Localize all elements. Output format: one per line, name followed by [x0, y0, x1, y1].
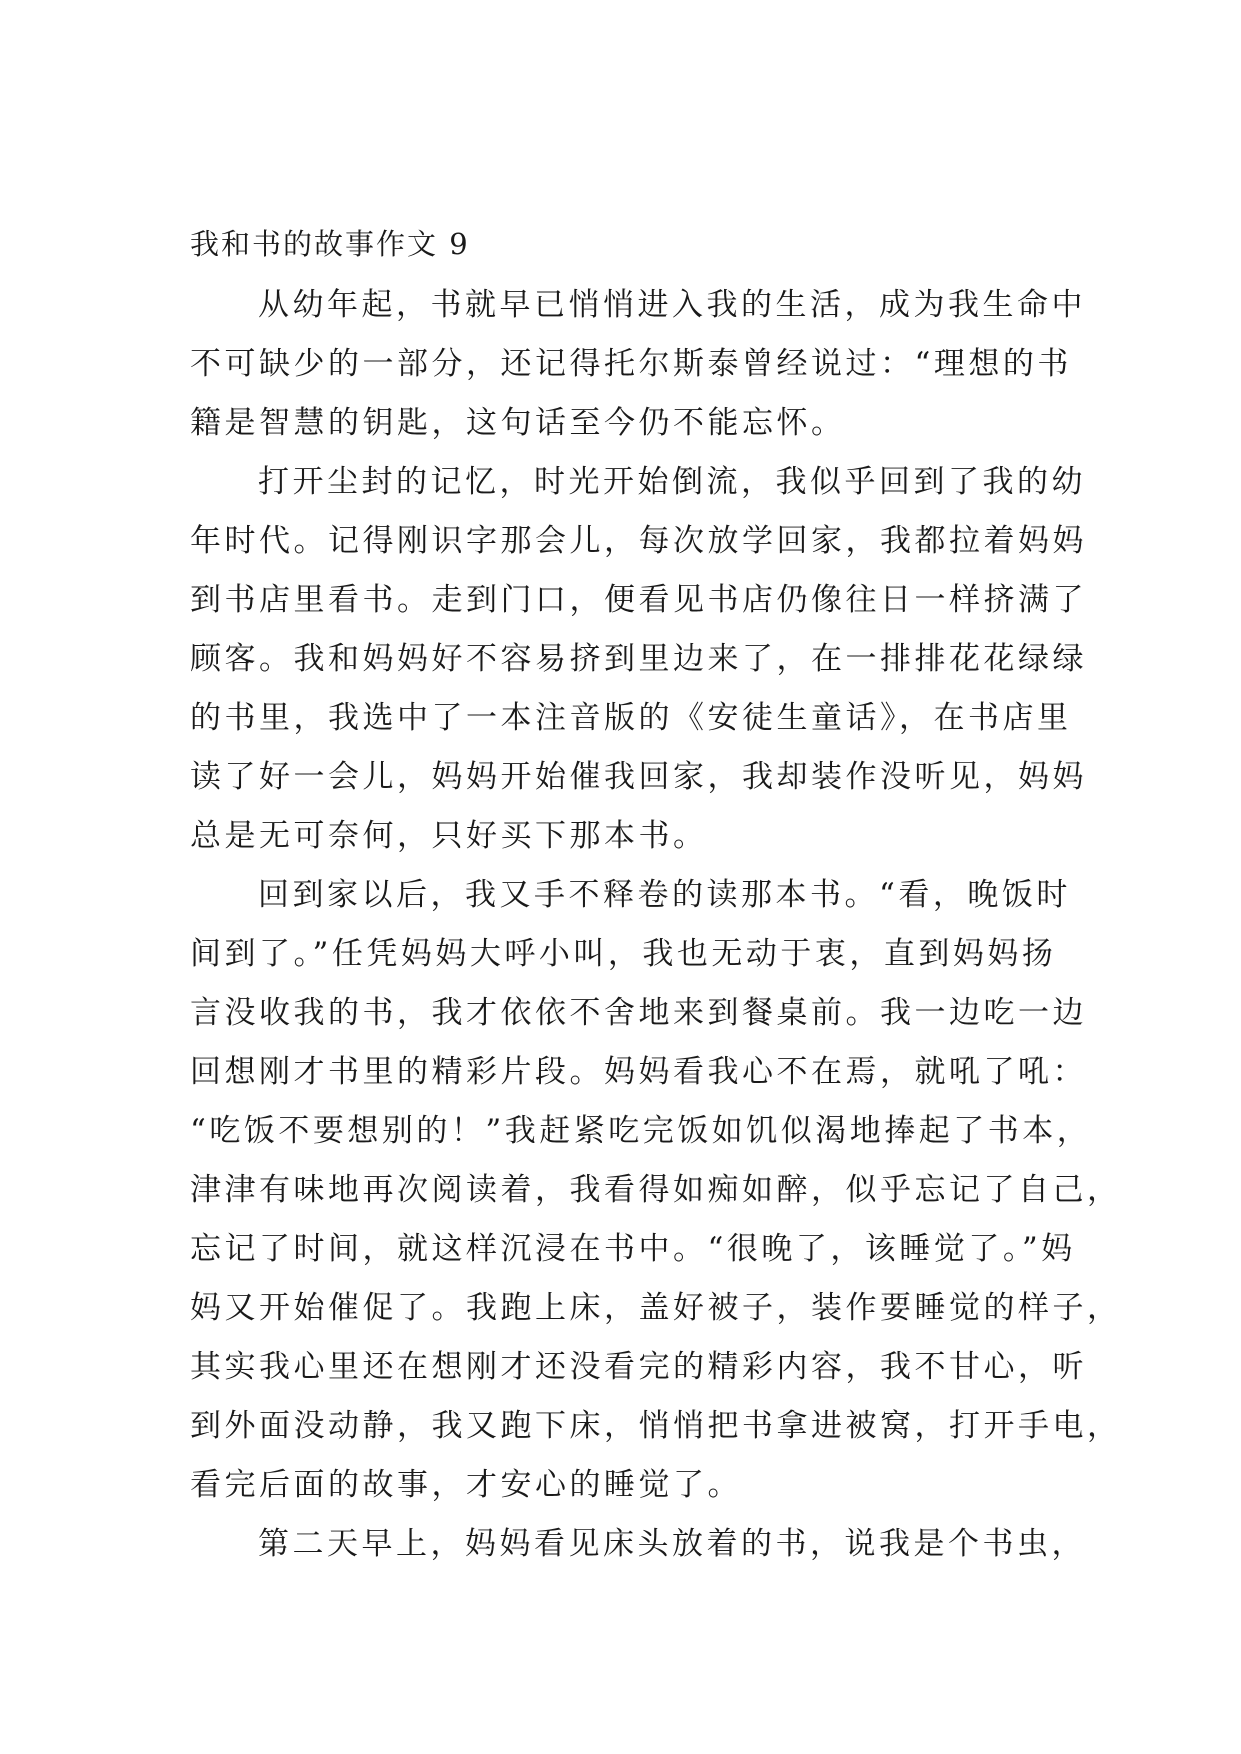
paragraph-3-line-8: 妈又开始催促了。我跑上床，盖好被子，装作要睡觉的样子， — [190, 1290, 1122, 1326]
paragraph-2-line-7: 总是无可奈何，只好买下那本书。 — [190, 818, 708, 854]
paragraph-2-line-2: 年时代。记得刚识字那会儿，每次放学回家，我都拉着妈妈 — [190, 523, 1087, 559]
paragraph-3-line-11: 看完后面的故事，才安心的睡觉了。 — [190, 1467, 742, 1503]
paragraph-3-line-9: 其实我心里还在想刚才还没看完的精彩内容，我不甘心，听 — [190, 1349, 1087, 1385]
document-title: 我和书的故事作文 9 — [190, 227, 470, 261]
paragraph-1-line-1: 从幼年起，书就早已悄悄进入我的生活，成为我生命中 — [258, 287, 1086, 323]
paragraph-3-line-3: 言没收我的书，我才依依不舍地来到餐桌前。我一边吃一边 — [190, 995, 1087, 1031]
document-body — [190, 276, 1122, 1574]
paragraph-2-line-5: 的书里，我选中了一本注音版的《安徒生童话》，在书店里 — [190, 700, 1072, 736]
paragraph-2-line-1: 打开尘封的记忆，时光开始倒流，我似乎回到了我的幼 — [258, 464, 1086, 500]
paragraph-3-line-2: 间到了。”任凭妈妈大呼小叫，我也无动于衷，直到妈妈扬 — [190, 936, 1057, 972]
paragraph-4-line-1: 第二天早上，妈妈看见床头放着的书，说我是个书虫， — [258, 1526, 1086, 1562]
paragraph-3-line-4: 回想刚才书里的精彩片段。妈妈看我心不在焉，就吼了吼： — [190, 1054, 1087, 1090]
paragraph-2-line-4: 顾客。我和妈妈好不容易挤到里边来了，在一排排花花绿绿 — [190, 641, 1087, 677]
paragraph-1-line-2: 不可缺少的一部分，还记得托尔斯泰曾经说过：“理想的书 — [190, 346, 1072, 382]
paragraph-3-line-6: 津津有味地再次阅读着，我看得如痴如醉，似乎忘记了自己， — [190, 1172, 1122, 1208]
paragraph-3-line-10: 到外面没动静，我又跑下床，悄悄把书拿进被窝，打开手电， — [190, 1408, 1122, 1444]
paragraph-3-line-7: 忘记了时间，就这样沉浸在书中。“很晚了，该睡觉了。”妈 — [190, 1231, 1076, 1267]
paragraph-1-line-3: 籍是智慧的钥匙，这句话至今仍不能忘怀。 — [190, 405, 846, 441]
paragraph-3-line-5: “吃饭不要想别的！”我赶紧吃完饭如饥似渴地捧起了书本， — [190, 1113, 1092, 1149]
paragraph-2-line-6: 读了好一会儿，妈妈开始催我回家，我却装作没听见，妈妈 — [190, 759, 1087, 795]
paragraph-2-line-3: 到书店里看书。走到门口，便看见书店仍像往日一样挤满了 — [190, 582, 1087, 618]
paragraph-3-line-1: 回到家以后，我又手不释卷的读那本书。“看，晚饭时 — [258, 877, 1071, 913]
